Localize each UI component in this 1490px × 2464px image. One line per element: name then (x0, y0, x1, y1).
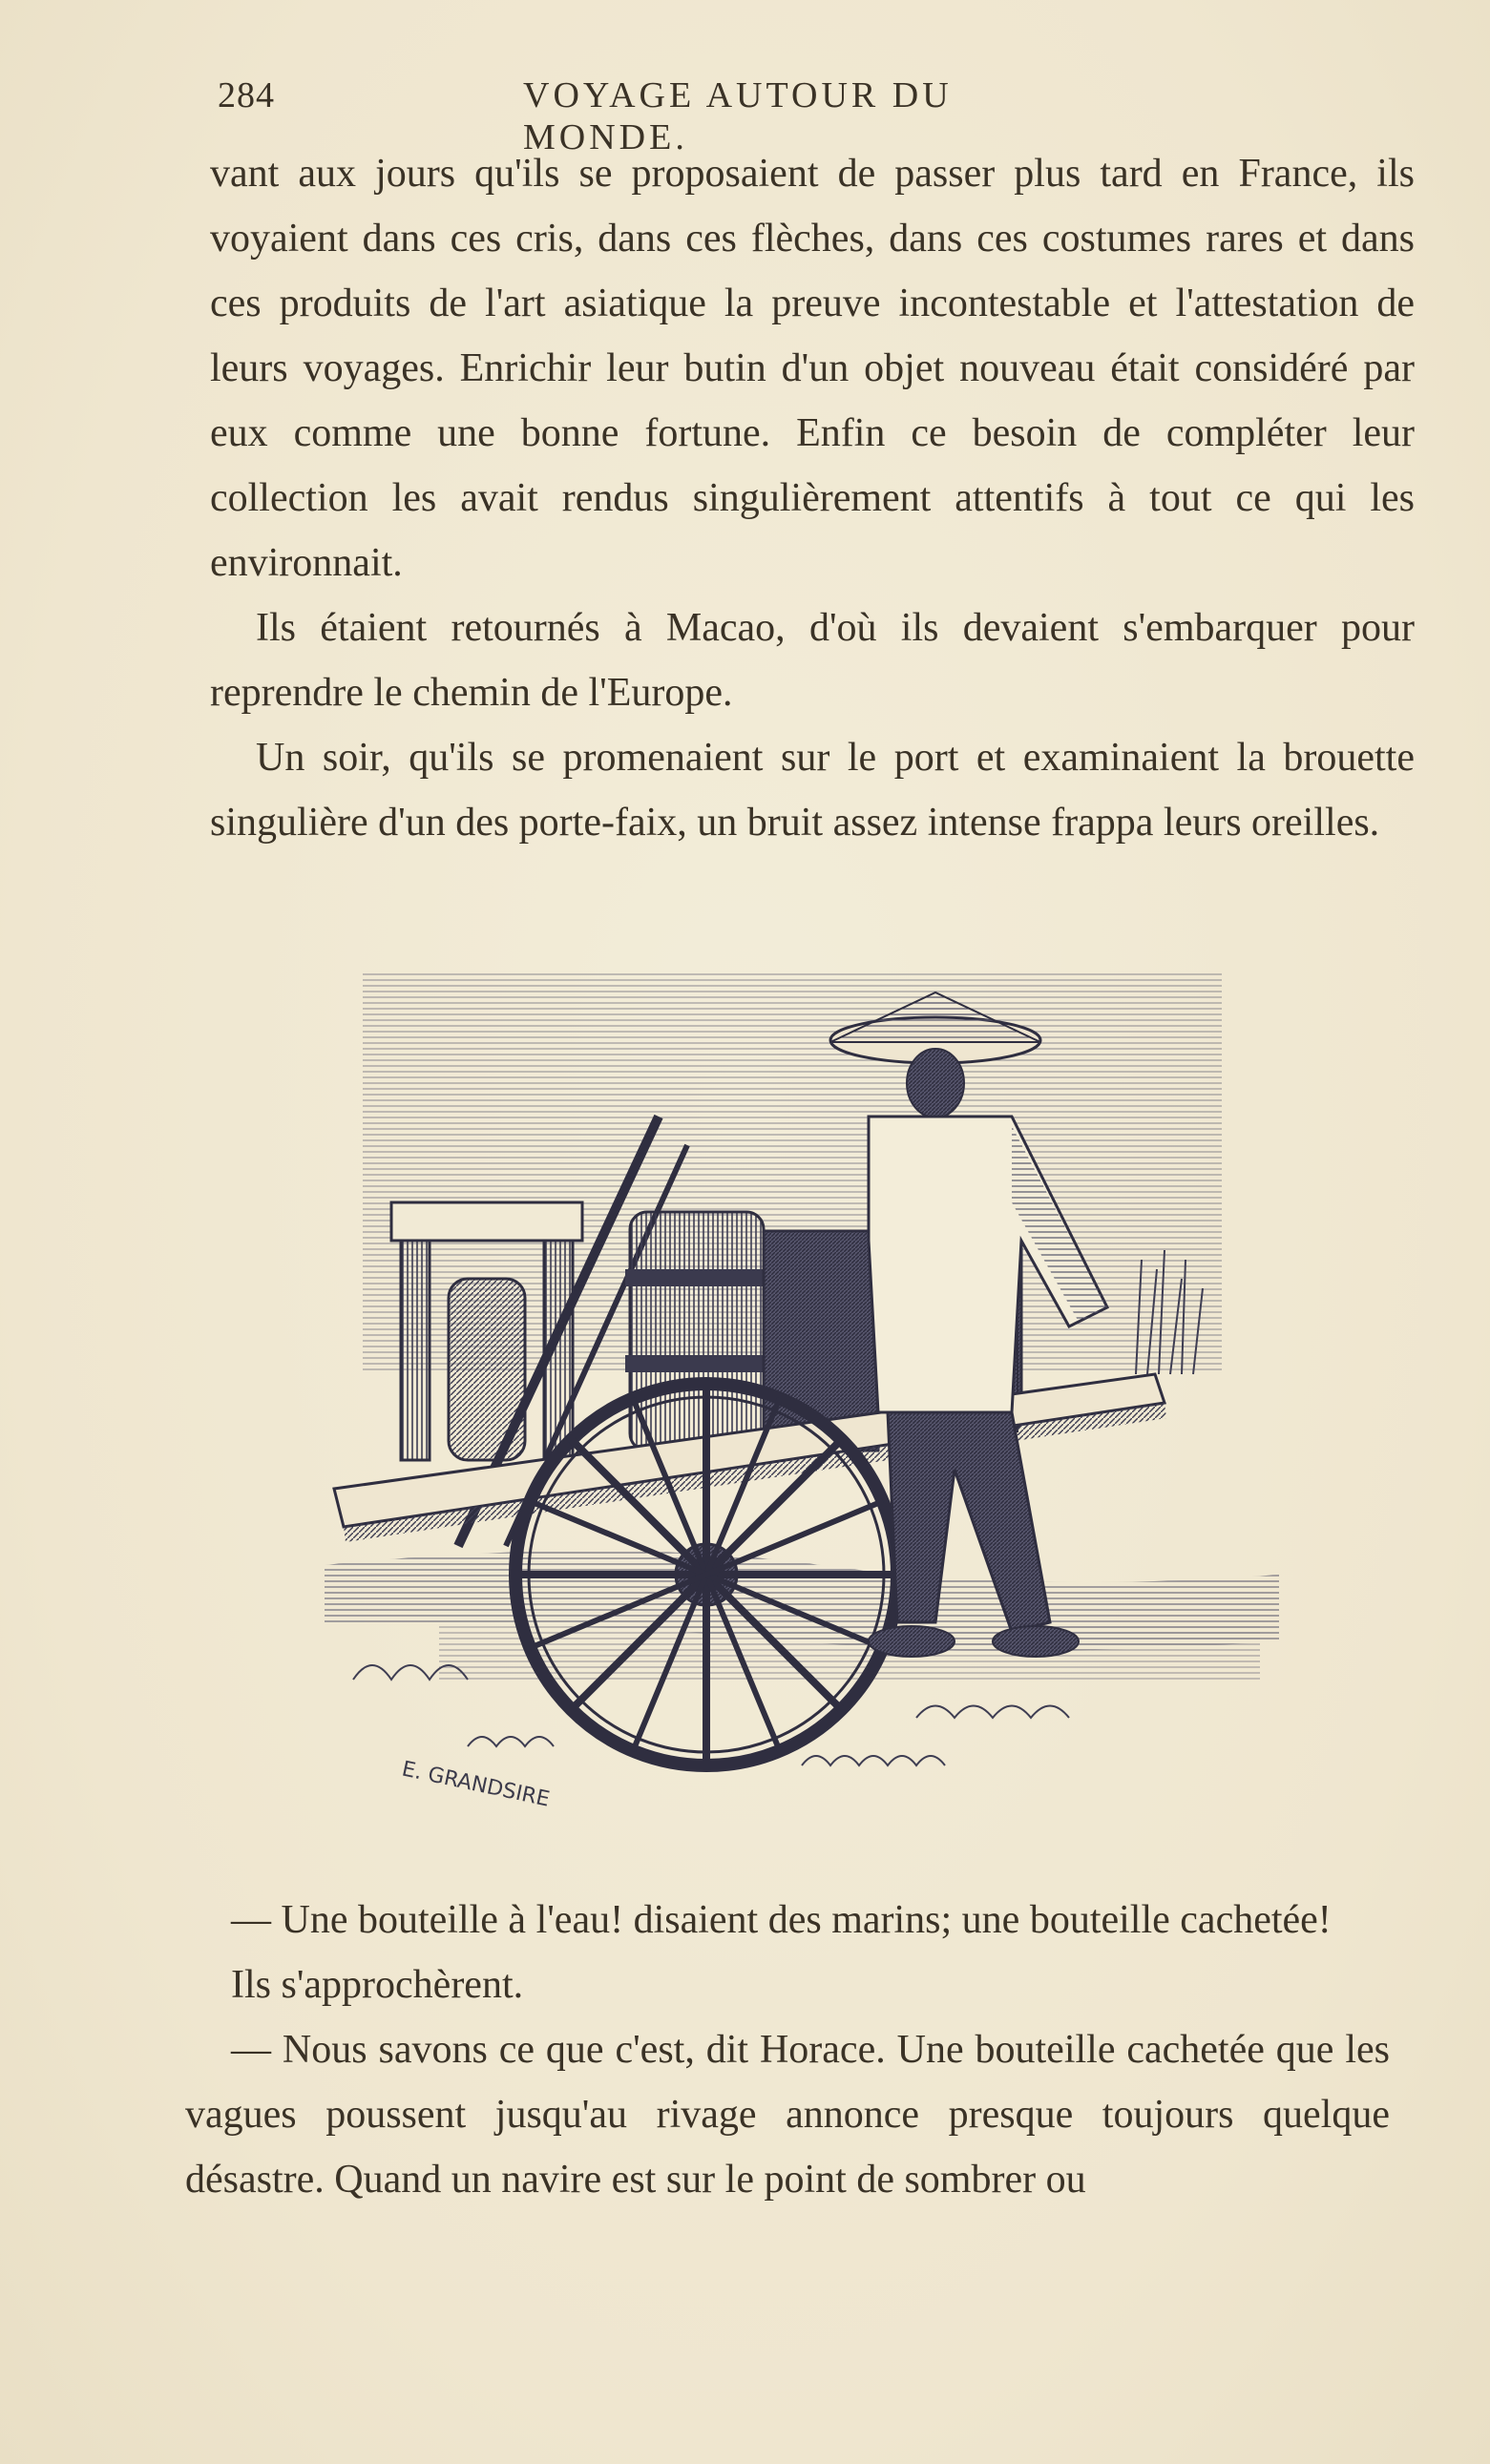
wheelbarrow-porter-engraving (325, 954, 1279, 1823)
page-number: 284 (218, 75, 275, 115)
paragraph: Un soir, qu'ils se promenaient sur le port et examinaient la brouette singulière d'un des porte-faix, un bruit assez intense frappa leurs oreilles. (210, 736, 1415, 845)
engraving-illustration (325, 954, 1279, 1823)
paragraph: — Nous savons ce que c'est, dit Horace. Une bouteille cachetée que les vagues poussent jusqu'au rivage annonce presque toujours quelque désastre. Quand un navire est sur le point de sombrer ou (185, 2028, 1390, 2202)
artist-signature: E. GRANDSIRE (399, 1757, 552, 1812)
paragraph: vant aux jours qu'ils se proposaient de passer plus tard en France, ils voyaient dans ces cris, dans ces flèches, dans ces costumes rares et dans ces produits de l'art asiatique la preuve incontestable et l'attestation de leurs voyages. Enrichir leur butin d'un objet nouveau était considéré par eux comme une bonne fortune. Enfin ce besoin de compléter leur collection les avait rendus singulièrement attentifs à tout ce qui les environnait. (210, 152, 1415, 585)
barrow-wheel (515, 1384, 897, 1765)
text-block-bottom (185, 1888, 1390, 2212)
page-header (218, 74, 1115, 157)
running-title: VOYAGE AUTOUR DU MONDE. (523, 75, 953, 157)
paragraph: Ils étaient retournés à Macao, d'où ils devaient s'embarquer pour reprendre le chemin de l'Europe. (210, 606, 1415, 715)
paragraph: — Une bouteille à l'eau! disaient des marins; une bouteille cachetée! (231, 1898, 1332, 1942)
paragraph: Ils s'approchèrent. (231, 1963, 524, 2007)
text-block-top (210, 141, 1415, 855)
